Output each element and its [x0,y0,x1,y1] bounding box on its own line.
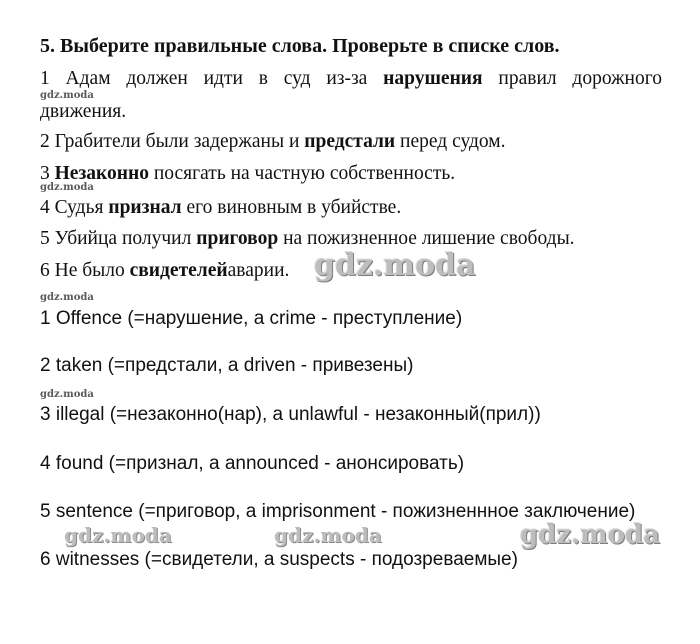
sentence-number: 3 [40,163,50,184]
watermark: gdz.moda [40,292,94,303]
key-word: предстали [304,131,396,152]
watermark: gdz.moda [64,523,172,547]
watermark-logo: gdz.moda [314,248,476,283]
sentence-3 [40,162,455,186]
key-word: признал [108,197,182,218]
sentence-text: Судья [54,197,104,218]
sentence-text: на пожизненное лишение свободы. [283,228,575,249]
sentence-1-continuation: движения. [40,101,127,122]
sentence-4 [40,196,401,220]
sentence-text: перед судом. [400,131,506,152]
answer-3: 3 illegal (=незаконно(нар), a unlawful - незаконный(прил)) [40,404,541,425]
sentence-number: 5 [40,228,50,249]
sentence-text: Адам должен идти в суд из-за [65,68,368,89]
key-word: нарушения [383,68,483,89]
sentence-6 [40,259,289,283]
answer-4: 4 found (=признал, a announced - анонсировать) [40,453,465,474]
sentence-number: 1 [40,68,50,89]
watermark: gdz.moda [274,523,382,547]
sentence-1 [40,67,662,91]
sentence-number: 6 [40,260,50,281]
sentence-5 [40,227,575,251]
sentence-number: 2 [40,131,50,152]
watermark: gdz.moda [40,90,94,101]
key-word: свидетелей [129,260,228,281]
watermark: gdz.moda [40,182,94,193]
sentence-text: посягать на частную собственность. [153,163,456,184]
watermark-logo: gdz.moda [520,520,661,550]
answer-1: 1 Offence (=нарушение, a crime - преступление) [40,308,463,329]
sentence-text: Убийца получил [54,228,192,249]
answer-2: 2 taken (=предстали, a driven - привезены) [40,355,414,376]
sentence-text: аварии. [227,260,290,281]
watermark: gdz.moda [40,389,94,400]
sentence-text: Не было [54,260,125,281]
key-word: приговор [196,228,279,249]
sentence-text: его виновным в убийстве. [186,197,402,218]
answer-5: 5 sentence (=приговор, a imprisonment - пожизненнное заключение) [40,501,636,522]
sentence-text: правил дорожного [498,68,663,89]
answer-6: 6 witnesses (=свидетели, a suspects - подозреваемые) [40,549,518,570]
exercise-title: 5. Выберите правильные слова. Проверьте в списке слов. [40,35,560,57]
key-word: Незаконно [54,163,149,184]
sentence-number: 4 [40,197,50,218]
sentence-text: Грабители были задержаны и [54,131,300,152]
sentence-2 [40,130,506,154]
